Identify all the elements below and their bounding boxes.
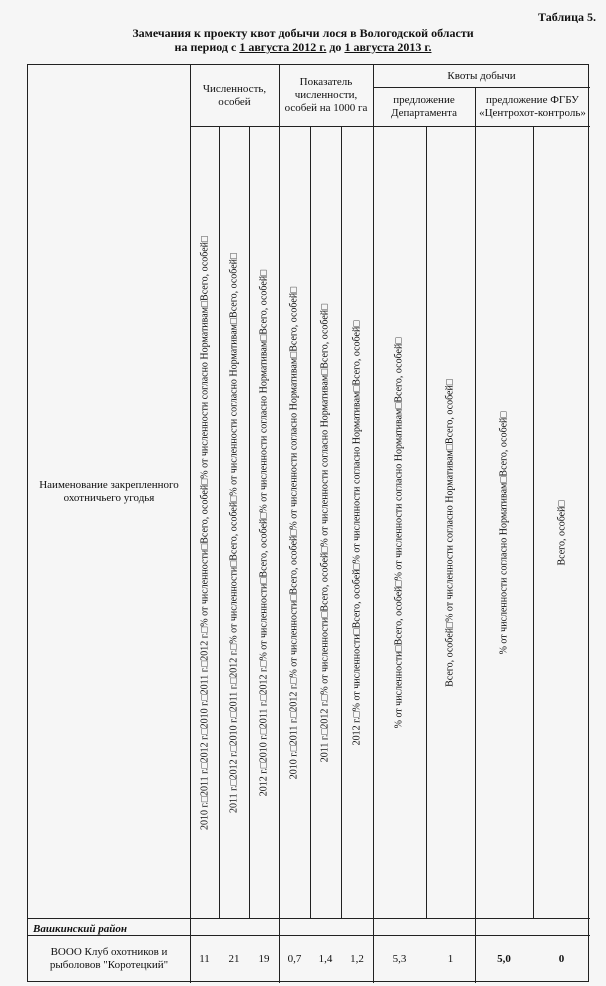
table-number: Таблица 5. bbox=[538, 10, 596, 24]
rule bbox=[310, 126, 311, 918]
column-header-5: 2011 г.□2012 г.□% от численности□Всего, особей□% от численности согласно Нормативам□Всего, особей□ bbox=[319, 303, 331, 763]
column-header-2: 2011 г.□2012 г.□2010 г.□2011 г.□2012 г.□% от численности□Всего, особей□% от численности согласно Нормативам□Всего, особей□ bbox=[228, 252, 240, 814]
rule bbox=[249, 126, 250, 918]
document-title bbox=[0, 26, 606, 54]
header-hunting-ground: Наименование закрепленного охотничьего угодья bbox=[39, 478, 179, 504]
rule bbox=[279, 65, 280, 983]
value-population-2012: 19 bbox=[258, 952, 270, 965]
rule bbox=[219, 126, 220, 918]
value-fgbu-total: 0 bbox=[558, 952, 565, 965]
value-density-2011: 1,4 bbox=[318, 952, 333, 965]
value-department-total: 1 bbox=[447, 952, 454, 965]
title-line-1: Замечания к проекту квот добычи лося в Вологодской области bbox=[132, 26, 474, 40]
column-header-6: 2012 г.□% от численности□Всего, особей□% от численности согласно Нормативам□Всего, особей□ bbox=[351, 320, 363, 746]
rule bbox=[533, 126, 534, 918]
rule bbox=[190, 126, 590, 127]
value-fgbu-percent: 5,0 bbox=[497, 952, 511, 965]
column-header-7: % от численности□Всего, особей□% от численности согласно Нормативам□Всего, особей□ bbox=[393, 337, 405, 729]
quota-table bbox=[27, 64, 589, 982]
district-label: Вашкинский район bbox=[33, 923, 127, 935]
column-header-3: 2012 г.□2010 г.□2011 г.□2012 г.□% от численности□Всего, особей□% от численности согласно Нормативам□Всего, особей□ bbox=[258, 269, 270, 797]
rule bbox=[190, 65, 191, 983]
column-header-10: Всего, особей□ bbox=[556, 500, 568, 566]
column-header-8: Всего, особей□% от численности согласно Нормативам□Всего, особей□ bbox=[444, 379, 456, 687]
header-department-proposal: предложение Департамента bbox=[390, 93, 458, 119]
rule bbox=[341, 126, 342, 918]
date-from: 1 августа 2012 г. bbox=[239, 40, 327, 54]
rule bbox=[426, 126, 427, 918]
value-population-2011: 21 bbox=[228, 952, 240, 965]
column-header-4: 2010 г.□2011 г.□2012 г.□% от численности□Всего, особей□% от численности согласно Нормативам□Всего, особей□ bbox=[288, 286, 300, 780]
header-population: Численность, особей bbox=[202, 82, 267, 108]
value-department-percent: 5,3 bbox=[392, 952, 407, 965]
header-fgbu-proposal: предложение ФГБУ «Центрохот-контроль» bbox=[479, 93, 586, 119]
column-header-9: % от численности согласно Нормативам□Всего, особей□ bbox=[498, 411, 510, 655]
rule bbox=[475, 87, 476, 983]
column-header-1: 2010 г.□2011 г.□2012 г.□2010 г.□2011 г.□2012 г.□% от численности□Всего, особей□% от численности согласно Нормативам□Всего, особей□ bbox=[199, 235, 211, 831]
rule bbox=[373, 65, 374, 983]
value-density-2012: 1,2 bbox=[350, 952, 364, 965]
header-density: Показатель численности, особей на 1000 га bbox=[284, 76, 368, 114]
hunting-ground-name: ВООО Клуб охотников и рыболовов "Коротецкий" bbox=[49, 946, 169, 971]
header-quotas: Квоты добычи bbox=[447, 69, 516, 82]
date-to: 1 августа 2013 г. bbox=[344, 40, 432, 54]
title-line-2: на период с 1 августа 2012 г. до 1 августа 2013 г. bbox=[174, 40, 432, 54]
value-population-2010: 11 bbox=[199, 952, 210, 965]
value-density-2010: 0,7 bbox=[287, 952, 302, 965]
rule bbox=[28, 918, 590, 919]
